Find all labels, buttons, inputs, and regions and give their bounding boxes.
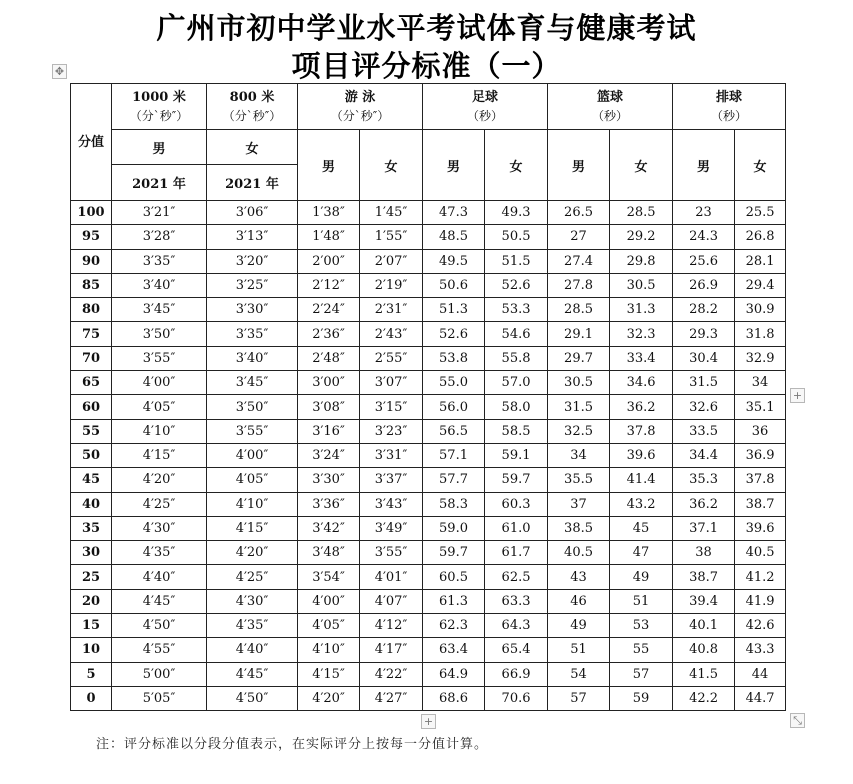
value-cell: 58.5: [485, 419, 548, 443]
value-cell: 2′07″: [360, 249, 423, 273]
score-cell: 100: [71, 201, 112, 225]
value-cell: 4′30″: [112, 516, 207, 540]
value-cell: 38.5: [548, 516, 610, 540]
value-cell: 28.5: [610, 201, 673, 225]
score-cell: 15: [71, 614, 112, 638]
value-cell: 30.5: [548, 371, 610, 395]
header-football-male: 男: [423, 130, 485, 201]
table-row: [71, 686, 786, 710]
value-cell: 43: [548, 565, 610, 589]
value-cell: 3′31″: [360, 443, 423, 467]
header-swim-female: 女: [360, 130, 423, 201]
value-cell: 33.4: [610, 346, 673, 370]
value-cell: 52.6: [423, 322, 485, 346]
header-run-800m: 800 米 （分`秒″）: [207, 84, 298, 130]
table-row: [71, 322, 786, 346]
value-cell: 60.3: [485, 492, 548, 516]
value-cell: 36.2: [610, 395, 673, 419]
score-cell: 45: [71, 468, 112, 492]
value-cell: 29.8: [610, 249, 673, 273]
value-cell: 3′20″: [207, 249, 298, 273]
value-cell: 4′10″: [207, 492, 298, 516]
value-cell: 3′35″: [112, 249, 207, 273]
value-cell: 4′27″: [360, 686, 423, 710]
value-cell: 4′25″: [112, 492, 207, 516]
header-800m-year: 2021 年: [207, 165, 298, 201]
value-cell: 1′38″: [298, 201, 360, 225]
value-cell: 30.9: [735, 298, 786, 322]
value-cell: 53: [610, 614, 673, 638]
value-cell: 62.3: [423, 614, 485, 638]
value-cell: 49.5: [423, 249, 485, 273]
value-cell: 59: [610, 686, 673, 710]
value-cell: 4′35″: [207, 614, 298, 638]
value-cell: 3′30″: [298, 468, 360, 492]
value-cell: 4′35″: [112, 541, 207, 565]
value-cell: 44: [735, 662, 786, 686]
value-cell: 37: [548, 492, 610, 516]
value-cell: 23: [673, 201, 735, 225]
score-cell: 60: [71, 395, 112, 419]
value-cell: 39.6: [735, 516, 786, 540]
value-cell: 29.2: [610, 225, 673, 249]
value-cell: 29.4: [735, 273, 786, 297]
value-cell: 3′30″: [207, 298, 298, 322]
header-football: 足球 （秒）: [423, 84, 548, 130]
value-cell: 3′07″: [360, 371, 423, 395]
value-cell: 5′00″: [112, 662, 207, 686]
value-cell: 34: [548, 443, 610, 467]
value-cell: 4′00″: [112, 371, 207, 395]
value-cell: 4′55″: [112, 638, 207, 662]
value-cell: 43.2: [610, 492, 673, 516]
header-score: 分值: [71, 84, 112, 201]
value-cell: 41.9: [735, 589, 786, 613]
table-row: [71, 443, 786, 467]
value-cell: 4′10″: [112, 419, 207, 443]
value-cell: 50.5: [485, 225, 548, 249]
value-cell: 62.5: [485, 565, 548, 589]
value-cell: 59.0: [423, 516, 485, 540]
table-resize-handle-icon[interactable]: ⤡: [790, 713, 805, 728]
table-row: [71, 249, 786, 273]
value-cell: 37.8: [735, 468, 786, 492]
table-row: [71, 346, 786, 370]
value-cell: 3′36″: [298, 492, 360, 516]
value-cell: 27: [548, 225, 610, 249]
value-cell: 38.7: [673, 565, 735, 589]
value-cell: 44.7: [735, 686, 786, 710]
value-cell: 56.0: [423, 395, 485, 419]
value-cell: 51: [610, 589, 673, 613]
value-cell: 4′20″: [112, 468, 207, 492]
value-cell: 3′06″: [207, 201, 298, 225]
add-column-handle-icon[interactable]: +: [790, 388, 805, 403]
header-volleyball-male: 男: [673, 130, 735, 201]
table-row: [71, 589, 786, 613]
value-cell: 51: [548, 638, 610, 662]
value-cell: 48.5: [423, 225, 485, 249]
value-cell: 61.0: [485, 516, 548, 540]
value-cell: 70.6: [485, 686, 548, 710]
value-cell: 56.5: [423, 419, 485, 443]
value-cell: 3′13″: [207, 225, 298, 249]
value-cell: 60.5: [423, 565, 485, 589]
header-1000m-year: 2021 年: [112, 165, 207, 201]
value-cell: 58.3: [423, 492, 485, 516]
value-cell: 3′55″: [360, 541, 423, 565]
value-cell: 3′23″: [360, 419, 423, 443]
value-cell: 4′22″: [360, 662, 423, 686]
value-cell: 29.1: [548, 322, 610, 346]
value-cell: 3′48″: [298, 541, 360, 565]
value-cell: 3′28″: [112, 225, 207, 249]
score-cell: 55: [71, 419, 112, 443]
score-cell: 5: [71, 662, 112, 686]
value-cell: 29.7: [548, 346, 610, 370]
table-row: [71, 516, 786, 540]
document-title-line-2: 项目评分标准（一）: [291, 49, 562, 83]
value-cell: 3′55″: [207, 419, 298, 443]
score-cell: 80: [71, 298, 112, 322]
score-cell: 10: [71, 638, 112, 662]
value-cell: 64.9: [423, 662, 485, 686]
value-cell: 1′48″: [298, 225, 360, 249]
table-row: [71, 638, 786, 662]
value-cell: 4′00″: [207, 443, 298, 467]
value-cell: 36.2: [673, 492, 735, 516]
value-cell: 41.5: [673, 662, 735, 686]
value-cell: 34: [735, 371, 786, 395]
scoring-standard-table: [70, 83, 786, 711]
value-cell: 51.3: [423, 298, 485, 322]
value-cell: 49: [548, 614, 610, 638]
value-cell: 2′43″: [360, 322, 423, 346]
value-cell: 2′00″: [298, 249, 360, 273]
value-cell: 40.5: [548, 541, 610, 565]
value-cell: 25.6: [673, 249, 735, 273]
value-cell: 3′15″: [360, 395, 423, 419]
value-cell: 41.2: [735, 565, 786, 589]
table-row: [71, 419, 786, 443]
value-cell: 31.8: [735, 322, 786, 346]
value-cell: 4′15″: [207, 516, 298, 540]
value-cell: 4′45″: [112, 589, 207, 613]
value-cell: 32.6: [673, 395, 735, 419]
value-cell: 25.5: [735, 201, 786, 225]
value-cell: 27.4: [548, 249, 610, 273]
value-cell: 4′50″: [112, 614, 207, 638]
value-cell: 47.3: [423, 201, 485, 225]
value-cell: 61.3: [423, 589, 485, 613]
score-cell: 75: [71, 322, 112, 346]
value-cell: 57.1: [423, 443, 485, 467]
table-row: [71, 468, 786, 492]
header-volleyball: 排球 （秒）: [673, 84, 786, 130]
value-cell: 3′50″: [112, 322, 207, 346]
value-cell: 38: [673, 541, 735, 565]
value-cell: 35.5: [548, 468, 610, 492]
value-cell: 2′24″: [298, 298, 360, 322]
value-cell: 40.8: [673, 638, 735, 662]
score-cell: 25: [71, 565, 112, 589]
header-basketball: 篮球 （秒）: [548, 84, 673, 130]
value-cell: 45: [610, 516, 673, 540]
header-1000m-male: 男: [112, 130, 207, 165]
value-cell: 4′10″: [298, 638, 360, 662]
value-cell: 40.1: [673, 614, 735, 638]
header-basketball-female: 女: [610, 130, 673, 201]
value-cell: 2′19″: [360, 273, 423, 297]
value-cell: 36.9: [735, 443, 786, 467]
value-cell: 53.8: [423, 346, 485, 370]
header-run-1000m: 1000 米 （分`秒″）: [112, 84, 207, 130]
table-row: [71, 662, 786, 686]
value-cell: 32.3: [610, 322, 673, 346]
value-cell: 26.5: [548, 201, 610, 225]
header-swim: 游 泳 （分`秒″）: [298, 84, 423, 130]
value-cell: 59.1: [485, 443, 548, 467]
table-row: [71, 298, 786, 322]
value-cell: 1′45″: [360, 201, 423, 225]
value-cell: 58.0: [485, 395, 548, 419]
footnote: 注：评分标准以分段分值表示，在实际评分上按每一分值计算。: [96, 737, 489, 752]
value-cell: 57: [610, 662, 673, 686]
value-cell: 55.8: [485, 346, 548, 370]
value-cell: 26.8: [735, 225, 786, 249]
value-cell: 46: [548, 589, 610, 613]
value-cell: 24.3: [673, 225, 735, 249]
value-cell: 55: [610, 638, 673, 662]
value-cell: 32.9: [735, 346, 786, 370]
value-cell: 61.7: [485, 541, 548, 565]
score-cell: 95: [71, 225, 112, 249]
value-cell: 65.4: [485, 638, 548, 662]
score-cell: 30: [71, 541, 112, 565]
add-row-handle-icon[interactable]: +: [421, 714, 436, 729]
value-cell: 26.9: [673, 273, 735, 297]
table-row: [71, 371, 786, 395]
table-row: [71, 541, 786, 565]
value-cell: 38.7: [735, 492, 786, 516]
value-cell: 4′00″: [298, 589, 360, 613]
value-cell: 4′25″: [207, 565, 298, 589]
value-cell: 3′42″: [298, 516, 360, 540]
value-cell: 54: [548, 662, 610, 686]
value-cell: 57.0: [485, 371, 548, 395]
value-cell: 1′55″: [360, 225, 423, 249]
value-cell: 4′01″: [360, 565, 423, 589]
value-cell: 32.5: [548, 419, 610, 443]
value-cell: 3′54″: [298, 565, 360, 589]
score-cell: 90: [71, 249, 112, 273]
table-row: [71, 273, 786, 297]
value-cell: 63.4: [423, 638, 485, 662]
score-rows: [71, 201, 786, 711]
value-cell: 3′24″: [298, 443, 360, 467]
table-row: [71, 565, 786, 589]
value-cell: 37.1: [673, 516, 735, 540]
table-row: [71, 201, 786, 225]
value-cell: 3′08″: [298, 395, 360, 419]
value-cell: 34.6: [610, 371, 673, 395]
value-cell: 41.4: [610, 468, 673, 492]
value-cell: 63.3: [485, 589, 548, 613]
value-cell: 4′05″: [112, 395, 207, 419]
value-cell: 3′43″: [360, 492, 423, 516]
score-cell: 35: [71, 516, 112, 540]
value-cell: 68.6: [423, 686, 485, 710]
value-cell: 55.0: [423, 371, 485, 395]
header-swim-male: 男: [298, 130, 360, 201]
value-cell: 4′15″: [298, 662, 360, 686]
header-basketball-male: 男: [548, 130, 610, 201]
value-cell: 52.6: [485, 273, 548, 297]
value-cell: 2′36″: [298, 322, 360, 346]
value-cell: 36: [735, 419, 786, 443]
value-cell: 40.5: [735, 541, 786, 565]
value-cell: 29.3: [673, 322, 735, 346]
value-cell: 4′05″: [207, 468, 298, 492]
table-row: [71, 614, 786, 638]
value-cell: 54.6: [485, 322, 548, 346]
value-cell: 51.5: [485, 249, 548, 273]
table-row: [71, 492, 786, 516]
value-cell: 3′00″: [298, 371, 360, 395]
value-cell: 4′40″: [207, 638, 298, 662]
value-cell: 3′21″: [112, 201, 207, 225]
table-row: [71, 395, 786, 419]
value-cell: 42.2: [673, 686, 735, 710]
value-cell: 43.3: [735, 638, 786, 662]
value-cell: 57.7: [423, 468, 485, 492]
value-cell: 3′40″: [207, 346, 298, 370]
value-cell: 4′12″: [360, 614, 423, 638]
value-cell: 3′35″: [207, 322, 298, 346]
value-cell: 47: [610, 541, 673, 565]
value-cell: 59.7: [485, 468, 548, 492]
value-cell: 3′37″: [360, 468, 423, 492]
value-cell: 4′20″: [298, 686, 360, 710]
header-800m-female: 女: [207, 130, 298, 165]
value-cell: 35.3: [673, 468, 735, 492]
value-cell: 27.8: [548, 273, 610, 297]
value-cell: 59.7: [423, 541, 485, 565]
value-cell: 2′55″: [360, 346, 423, 370]
value-cell: 4′07″: [360, 589, 423, 613]
value-cell: 4′17″: [360, 638, 423, 662]
value-cell: 53.3: [485, 298, 548, 322]
value-cell: 4′15″: [112, 443, 207, 467]
value-cell: 4′05″: [298, 614, 360, 638]
value-cell: 49.3: [485, 201, 548, 225]
value-cell: 4′20″: [207, 541, 298, 565]
value-cell: 4′40″: [112, 565, 207, 589]
value-cell: 37.8: [610, 419, 673, 443]
value-cell: 3′45″: [207, 371, 298, 395]
value-cell: 57: [548, 686, 610, 710]
value-cell: 3′49″: [360, 516, 423, 540]
header-football-female: 女: [485, 130, 548, 201]
value-cell: 28.1: [735, 249, 786, 273]
value-cell: 3′50″: [207, 395, 298, 419]
value-cell: 4′50″: [207, 686, 298, 710]
value-cell: 49: [610, 565, 673, 589]
value-cell: 30.4: [673, 346, 735, 370]
value-cell: 31.5: [548, 395, 610, 419]
score-cell: 65: [71, 371, 112, 395]
header-volleyball-female: 女: [735, 130, 786, 201]
score-cell: 50: [71, 443, 112, 467]
value-cell: 28.5: [548, 298, 610, 322]
score-cell: 40: [71, 492, 112, 516]
table-row: [71, 225, 786, 249]
value-cell: 50.6: [423, 273, 485, 297]
value-cell: 30.5: [610, 273, 673, 297]
value-cell: 4′45″: [207, 662, 298, 686]
value-cell: 2′12″: [298, 273, 360, 297]
value-cell: 64.3: [485, 614, 548, 638]
score-cell: 0: [71, 686, 112, 710]
value-cell: 66.9: [485, 662, 548, 686]
value-cell: 5′05″: [112, 686, 207, 710]
value-cell: 39.4: [673, 589, 735, 613]
value-cell: 2′48″: [298, 346, 360, 370]
table-move-handle-icon[interactable]: ✥: [52, 64, 67, 79]
value-cell: 28.2: [673, 298, 735, 322]
value-cell: 3′40″: [112, 273, 207, 297]
value-cell: 3′45″: [112, 298, 207, 322]
value-cell: 3′16″: [298, 419, 360, 443]
value-cell: 3′55″: [112, 346, 207, 370]
score-cell: 70: [71, 346, 112, 370]
value-cell: 34.4: [673, 443, 735, 467]
document-title-line-1: 广州市初中学业水平考试体育与健康考试: [156, 11, 697, 45]
value-cell: 2′31″: [360, 298, 423, 322]
value-cell: 3′25″: [207, 273, 298, 297]
value-cell: 35.1: [735, 395, 786, 419]
value-cell: 31.3: [610, 298, 673, 322]
value-cell: 4′30″: [207, 589, 298, 613]
value-cell: 31.5: [673, 371, 735, 395]
value-cell: 39.6: [610, 443, 673, 467]
score-cell: 20: [71, 589, 112, 613]
value-cell: 42.6: [735, 614, 786, 638]
score-cell: 85: [71, 273, 112, 297]
value-cell: 33.5: [673, 419, 735, 443]
